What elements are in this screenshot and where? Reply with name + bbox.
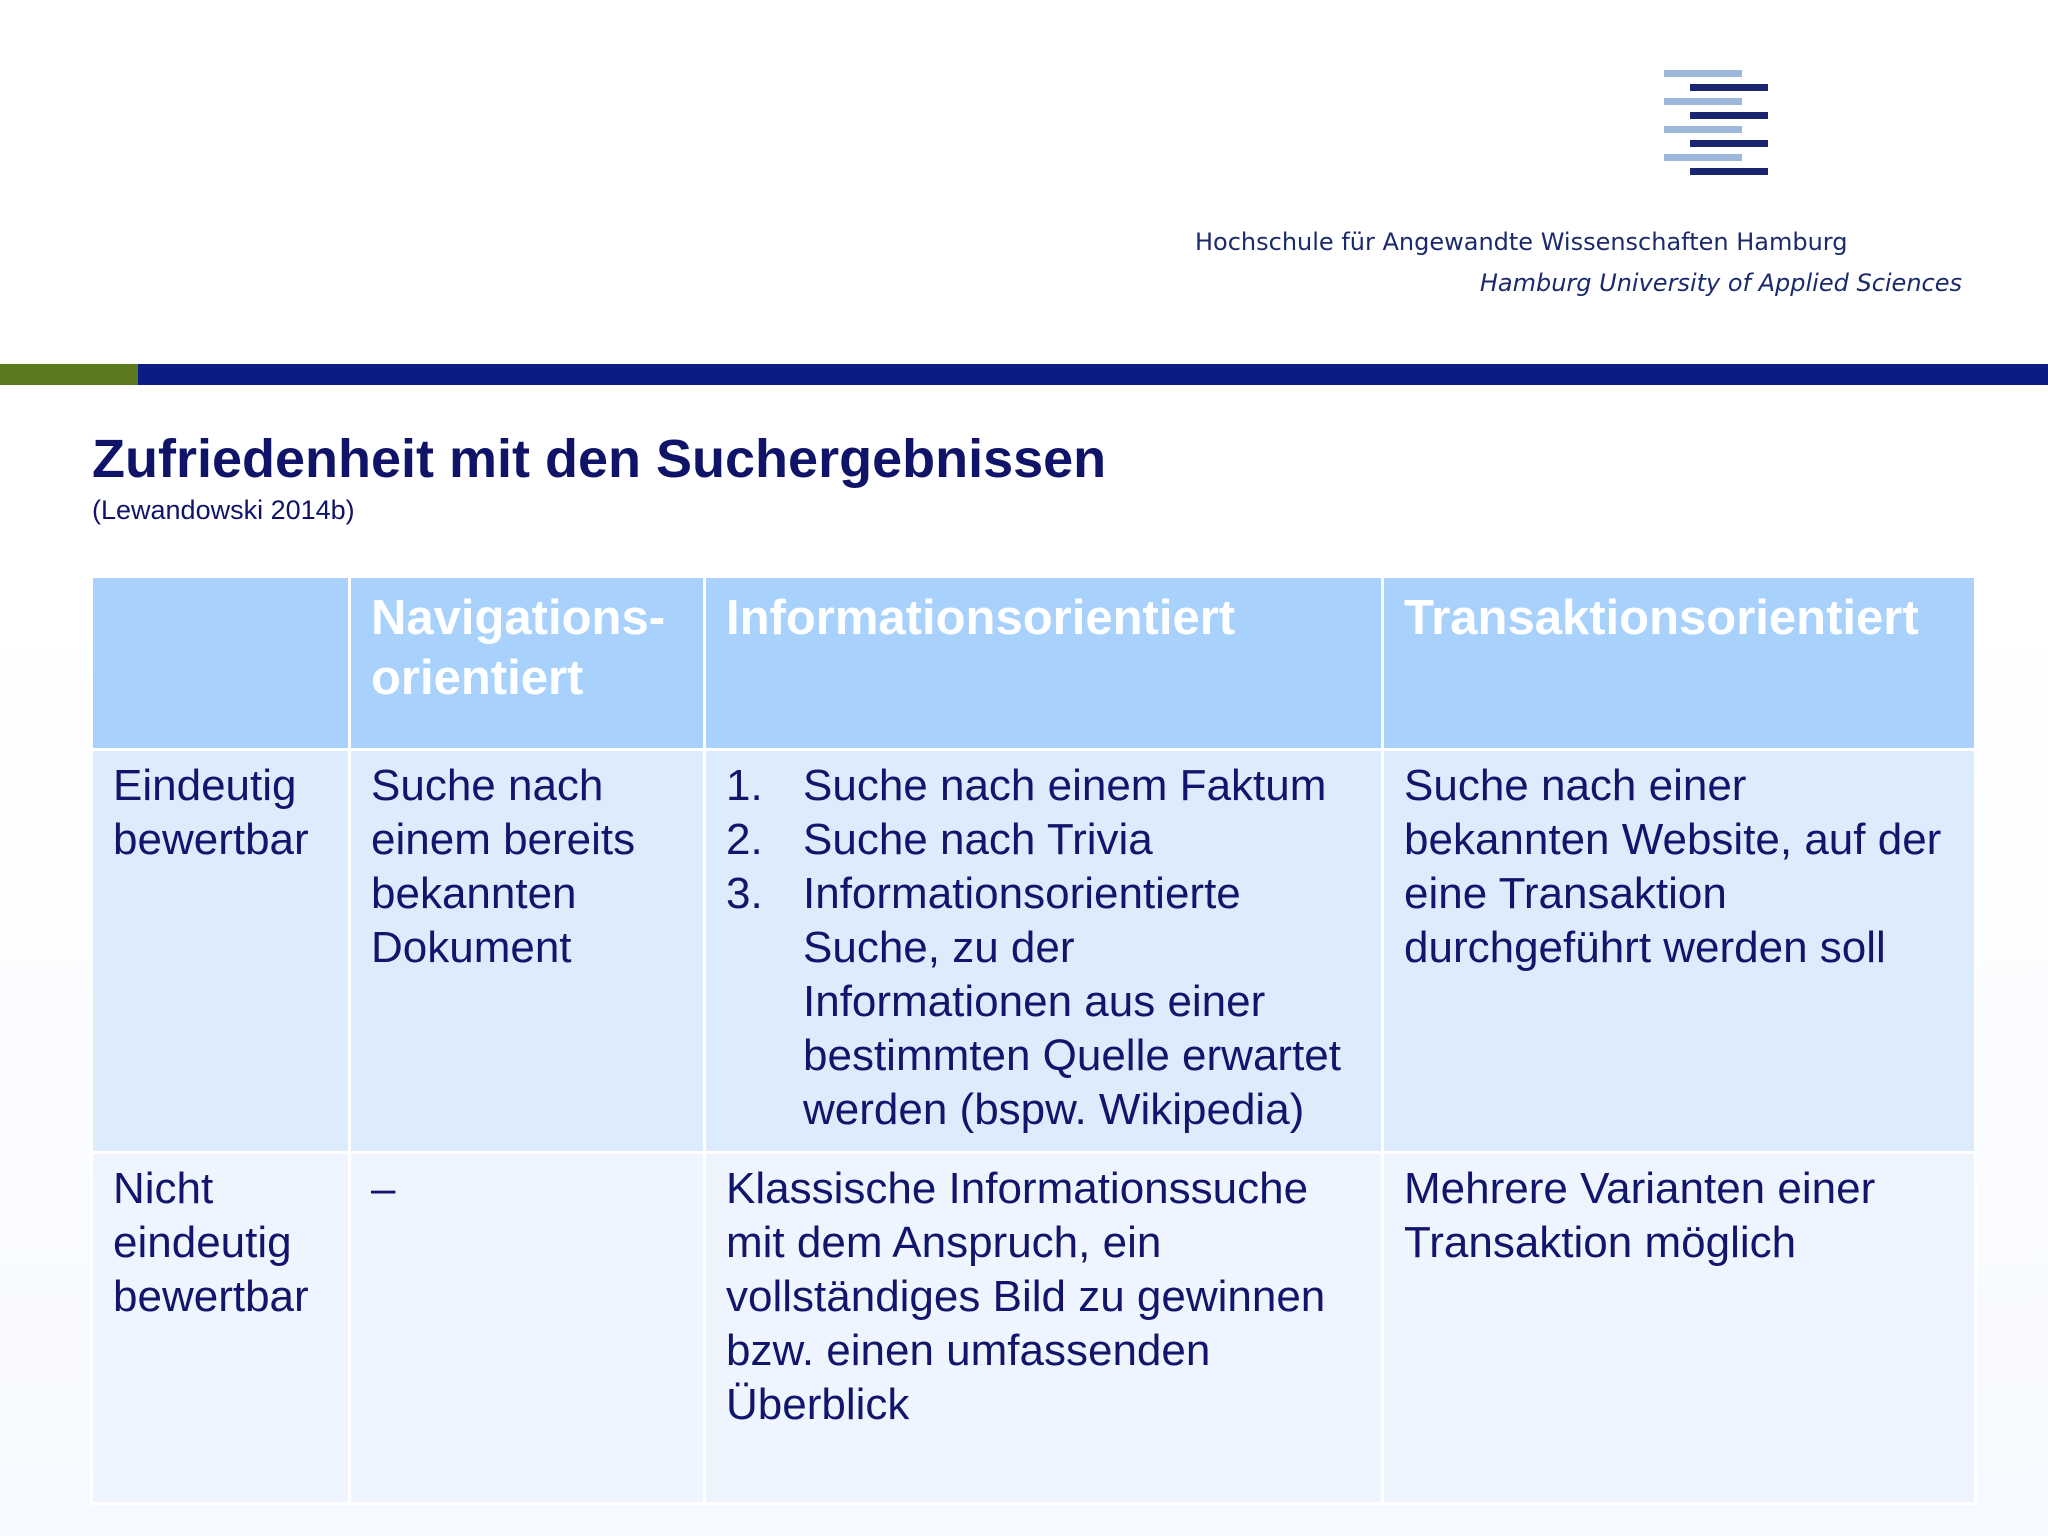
table-header-informational: Informationsorientiert: [705, 577, 1383, 750]
table-header-transactional: Transaktionsorientiert: [1383, 577, 1976, 750]
cell-informational-clear: [705, 750, 1383, 1153]
list-item-number: 2.: [726, 815, 763, 864]
table-row: [92, 750, 1976, 1153]
list-item-text: Suche nach Trivia: [803, 815, 1153, 864]
list-item: [726, 813, 1361, 867]
table-header-navigational: Navigations- orientiert: [350, 577, 705, 750]
row-label-clear: Eindeutig bewertbar: [92, 750, 350, 1153]
university-name-english: Hamburg University of Applied Sciences: [1479, 269, 1962, 297]
table-row: [92, 1153, 1976, 1504]
list-item: [726, 867, 1361, 1137]
cell-transactional-unclear: Mehrere Varianten einer Transaktion möglich: [1383, 1153, 1976, 1504]
cell-informational-unclear: Klassische Informationssuche mit dem Anspruch, ein vollständiges Bild zu gewinnen bzw. einen umfassenden Überblick: [705, 1153, 1383, 1504]
university-name-german: Hochschule für Angewandte Wissenschaften Hamburg: [1195, 228, 1848, 256]
header-bar: [138, 364, 2048, 385]
list-item-number: 1.: [726, 761, 763, 810]
page-title: Zufriedenheit mit den Suchergebnissen: [92, 429, 1107, 489]
informational-list: [726, 759, 1361, 1137]
page-citation: (Lewandowski 2014b): [92, 495, 355, 525]
cell-navigational-unclear: –: [350, 1153, 705, 1504]
list-item-text: Suche nach einem Faktum: [803, 761, 1327, 810]
classification-table: [90, 575, 1977, 1505]
haw-stripes-logo-icon: [1660, 68, 1772, 178]
header-bar-accent: [0, 364, 138, 385]
list-item: [726, 759, 1361, 813]
row-label-unclear: Nicht eindeutig bewertbar: [92, 1153, 350, 1504]
cell-navigational-clear: Suche nach einem bereits bekannten Dokument: [350, 750, 705, 1153]
list-item-number: 3.: [726, 869, 763, 918]
table-header-corner: [92, 577, 350, 750]
list-item-text: Informationsorientierte Suche, zu der Informationen aus einer bestimmten Quelle erwartet werden (bspw. Wikipedia): [803, 869, 1341, 1134]
cell-transactional-clear: Suche nach einer bekannten Website, auf der eine Transaktion durchgeführt werden soll: [1383, 750, 1976, 1153]
table-header-row: [92, 577, 1976, 750]
